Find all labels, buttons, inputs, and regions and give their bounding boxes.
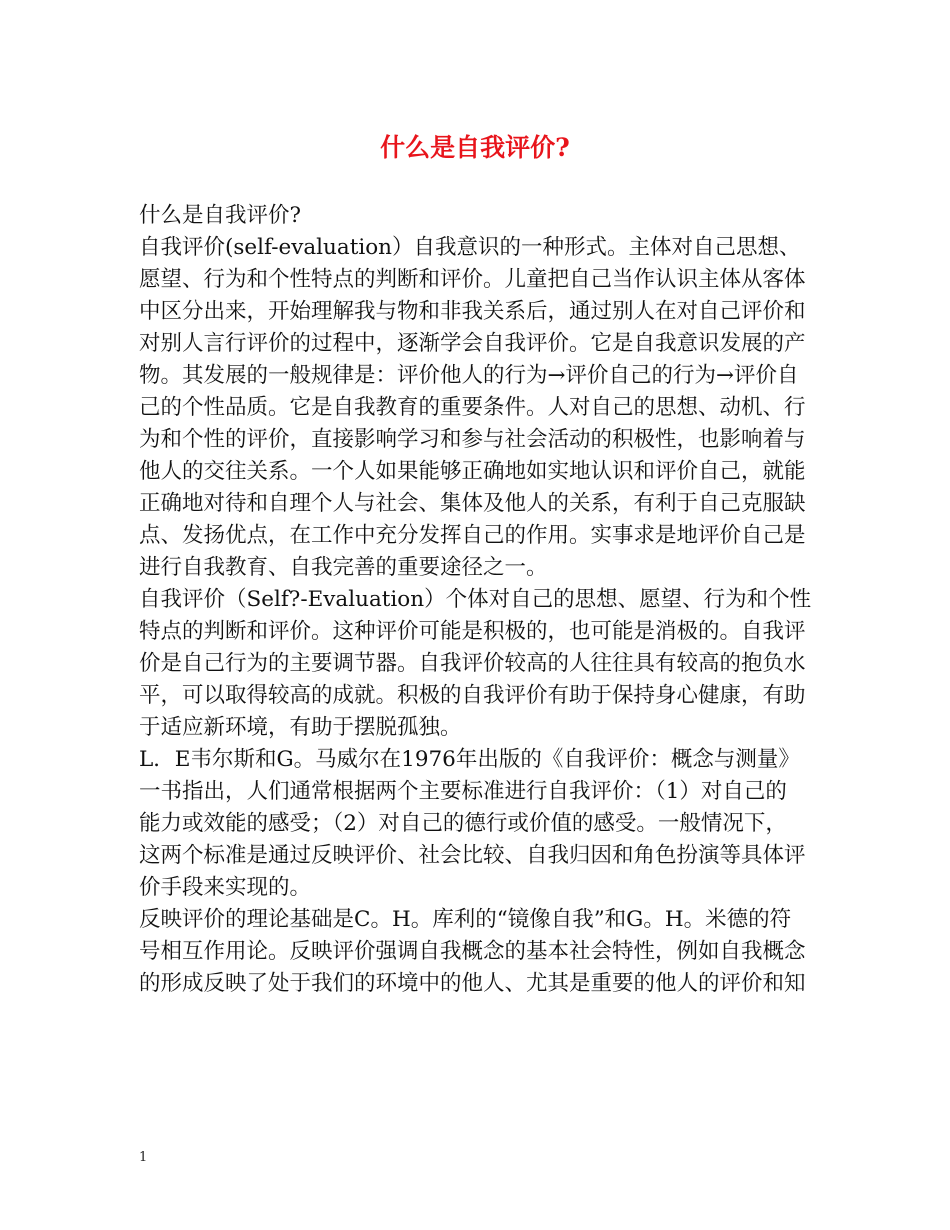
page-title: 什么是自我评价? [380,133,570,162]
document-body [139,200,815,1000]
text-line: 对别人言行评价的过程中，逐渐学会自我评价。它是自我意识发展的产 [139,331,806,356]
text-line: 自我评价（Self?-Evaluation）个体对自己的思想、愿望、行为和个性 [139,587,812,612]
text-line: 特点的判断和评价。这种评价可能是积极的，也可能是消极的。自我评 [139,619,806,644]
text-line: 中区分出来，开始理解我与物和非我关系后，通过别人在对自己评价和 [139,299,806,324]
text-line: 平，可以取得较高的成就。积极的自我评价有助于保持身心健康，有助 [139,683,806,708]
text-line: 一书指出，人们通常根据两个主要标准进行自我评价：（1）对自己的 [139,779,787,804]
text-line: 于适应新环境，有助于摆脱孤独。 [139,715,462,740]
text-line: 这两个标准是通过反映评价、社会比较、自我归因和角色扮演等具体评 [139,843,806,868]
text-line: 反映评价的理论基础是C。H。库利的“镜像自我”和G。H。米德的符 [139,907,792,932]
text-line: 自我评价(self-evaluation）自我意识的一种形式。主体对自己思想、 [139,235,801,260]
text-line: 进行自我教育、自我完善的重要途径之一。 [139,555,548,580]
text-line: 他人的交往关系。一个人如果能够正确地如实地认识和评价自己，就能 [139,459,806,484]
text-line: 什么是自我评价? [139,203,302,228]
text-line: 的形成反映了处于我们的环境中的他人、尤其是重要的他人的评价和知 [139,971,806,996]
text-line: L．E韦尔斯和G。马威尔在1976年出版的《自我评价：概念与测量》 [139,747,800,772]
text-line: 价手段来实现的。 [139,875,312,900]
text-line: 为和个性的评价，直接影响学习和参与社会活动的积极性，也影响着与 [139,427,806,452]
text-line: 点、发扬优点，在工作中充分发挥自己的作用。实事求是地评价自己是 [139,523,806,548]
text-line: 正确地对待和自理个人与社会、集体及他人的关系，有利于自己克服缺 [139,491,806,516]
text-line: 愿望、行为和个性特点的判断和评价。儿童把自己当作认识主体从客体 [139,267,806,292]
text-line: 能力或效能的感受；（2）对自己的德行或价值的感受。一般情况下， [139,811,787,836]
text-line: 价是自己行为的主要调节器。自我评价较高的人往往具有较高的抱负水 [139,651,806,676]
page-number: 1 [139,1150,148,1165]
text-line: 号相互作用论。反映评价强调自我概念的基本社会特性，例如自我概念 [139,939,806,964]
text-line: 己的个性品质。它是自我教育的重要条件。人对自己的思想、动机、行 [139,395,806,420]
text-line: 物。其发展的一般规律是：评价他人的行为→评价自己的行为→评价自 [139,363,799,388]
